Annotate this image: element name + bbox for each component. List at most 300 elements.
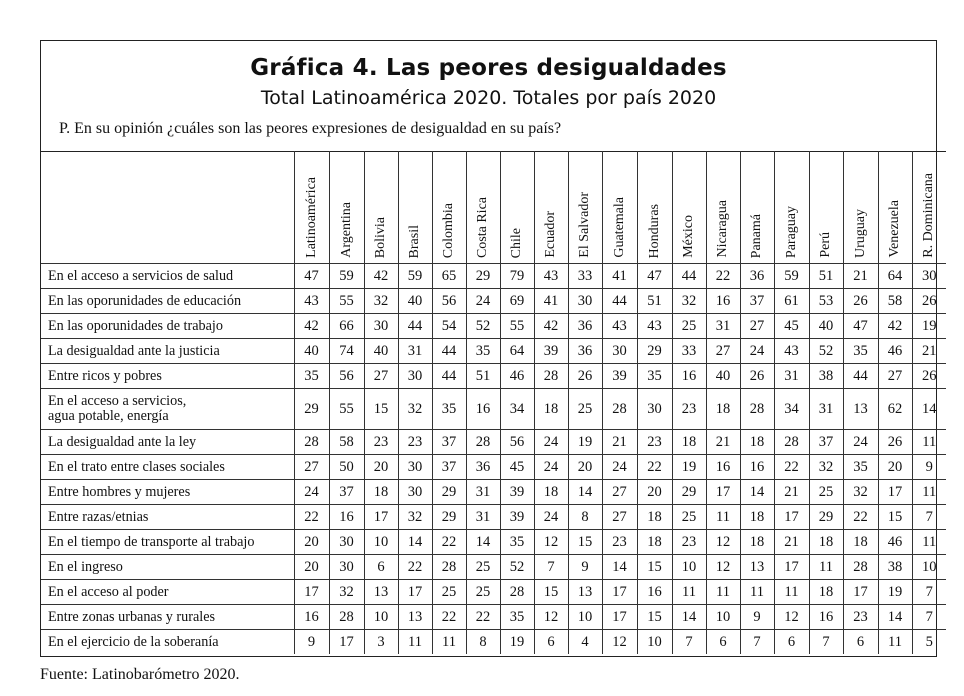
value-cell: 27	[364, 364, 398, 389]
table-row	[41, 530, 946, 555]
value-cell: 32	[672, 289, 706, 314]
value-cell: 30	[398, 455, 432, 480]
value-cell: 10	[912, 555, 946, 580]
column-header-label: Bolivia	[373, 216, 388, 258]
value-cell: 25	[432, 580, 466, 605]
table-row	[41, 580, 946, 605]
row-label: La desigualdad ante la ley	[41, 430, 294, 455]
value-cell: 32	[398, 389, 432, 430]
row-label: Entre razas/etnias	[41, 505, 294, 530]
value-cell: 18	[809, 580, 843, 605]
column-header-label: Paraguay	[783, 205, 799, 258]
value-cell: 11	[809, 555, 843, 580]
column-header	[534, 152, 568, 264]
value-cell: 16	[809, 605, 843, 630]
value-cell: 6	[534, 630, 568, 655]
value-cell: 42	[534, 314, 568, 339]
value-cell: 7	[809, 630, 843, 655]
value-cell: 44	[398, 314, 432, 339]
column-header	[706, 152, 740, 264]
value-cell: 19	[878, 580, 912, 605]
value-cell: 9	[294, 630, 329, 655]
value-cell: 28	[602, 389, 637, 430]
column-header-label: Venezuela	[887, 200, 902, 258]
column-header-label: El Salvador	[577, 192, 592, 258]
value-cell: 38	[878, 555, 912, 580]
value-cell: 22	[466, 605, 500, 630]
value-cell: 30	[637, 389, 672, 430]
value-cell: 36	[568, 339, 602, 364]
row-label: Entre zonas urbanas y rurales	[41, 605, 294, 630]
value-cell: 29	[294, 389, 329, 430]
value-cell: 7	[912, 605, 946, 630]
value-cell: 59	[398, 264, 432, 289]
value-cell: 32	[329, 580, 364, 605]
value-cell: 34	[774, 389, 809, 430]
value-cell: 32	[809, 455, 843, 480]
value-cell: 14	[672, 605, 706, 630]
value-cell: 30	[602, 339, 637, 364]
value-cell: 21	[706, 430, 740, 455]
value-cell: 18	[637, 530, 672, 555]
value-cell: 33	[568, 264, 602, 289]
value-cell: 47	[294, 264, 329, 289]
value-cell: 5	[912, 630, 946, 655]
column-header-label: Colombia	[441, 202, 456, 258]
value-cell: 17	[706, 480, 740, 505]
value-cell: 4	[568, 630, 602, 655]
value-cell: 50	[329, 455, 364, 480]
column-header-label: Argentina	[338, 202, 354, 258]
value-cell: 18	[637, 505, 672, 530]
value-cell: 44	[432, 364, 466, 389]
column-header	[432, 152, 466, 264]
column-header	[329, 152, 364, 264]
value-cell: 9	[912, 455, 946, 480]
value-cell: 26	[568, 364, 602, 389]
value-cell: 35	[637, 364, 672, 389]
value-cell: 39	[534, 339, 568, 364]
value-cell: 39	[500, 505, 534, 530]
value-cell: 13	[398, 605, 432, 630]
value-cell: 14	[912, 389, 946, 430]
column-header	[294, 152, 329, 264]
value-cell: 15	[637, 555, 672, 580]
value-cell: 25	[672, 314, 706, 339]
value-cell: 25	[809, 480, 843, 505]
value-cell: 28	[774, 430, 809, 455]
row-label: En las oporunidades de educación	[41, 289, 294, 314]
value-cell: 42	[364, 264, 398, 289]
column-header-label: Chile	[509, 227, 524, 258]
header-row	[41, 152, 946, 264]
value-cell: 6	[774, 630, 809, 655]
row-label: Entre ricos y pobres	[41, 364, 294, 389]
value-cell: 32	[398, 505, 432, 530]
value-cell: 16	[740, 455, 774, 480]
value-cell: 30	[329, 530, 364, 555]
value-cell: 27	[878, 364, 912, 389]
value-cell: 20	[364, 455, 398, 480]
column-header-label: Nicaragua	[715, 200, 730, 258]
value-cell: 6	[843, 630, 878, 655]
value-cell: 17	[774, 555, 809, 580]
value-cell: 59	[329, 264, 364, 289]
value-cell: 46	[878, 339, 912, 364]
value-cell: 15	[568, 530, 602, 555]
column-header-label: Panamá	[749, 213, 764, 258]
value-cell: 16	[637, 580, 672, 605]
value-cell: 16	[329, 505, 364, 530]
value-cell: 36	[568, 314, 602, 339]
value-cell: 52	[809, 339, 843, 364]
value-cell: 30	[364, 314, 398, 339]
value-cell: 31	[809, 389, 843, 430]
value-cell: 58	[329, 430, 364, 455]
value-cell: 22	[294, 505, 329, 530]
value-cell: 43	[534, 264, 568, 289]
column-header	[364, 152, 398, 264]
value-cell: 16	[706, 455, 740, 480]
source-note: Fuente: Latinobarómetro 2020.	[40, 666, 240, 683]
value-cell: 6	[364, 555, 398, 580]
value-cell: 44	[602, 289, 637, 314]
value-cell: 18	[740, 430, 774, 455]
value-cell: 52	[466, 314, 500, 339]
value-cell: 16	[294, 605, 329, 630]
column-header	[466, 152, 500, 264]
value-cell: 15	[534, 580, 568, 605]
column-header-label: Latinoamérica	[303, 177, 319, 258]
column-header	[637, 152, 672, 264]
value-cell: 28	[534, 364, 568, 389]
value-cell: 16	[672, 364, 706, 389]
value-cell: 56	[432, 289, 466, 314]
column-header	[740, 152, 774, 264]
table-row	[41, 505, 946, 530]
value-cell: 51	[809, 264, 843, 289]
value-cell: 17	[602, 580, 637, 605]
value-cell: 26	[843, 289, 878, 314]
value-cell: 52	[500, 555, 534, 580]
column-header-label: Brasil	[407, 224, 422, 258]
value-cell: 35	[500, 605, 534, 630]
value-cell: 18	[534, 389, 568, 430]
value-cell: 20	[878, 455, 912, 480]
table-row	[41, 289, 946, 314]
value-cell: 24	[466, 289, 500, 314]
row-label: En el ingreso	[41, 555, 294, 580]
row-label: En las oporunidades de trabajo	[41, 314, 294, 339]
value-cell: 47	[637, 264, 672, 289]
value-cell: 27	[602, 480, 637, 505]
value-cell: 23	[364, 430, 398, 455]
table-row	[41, 430, 946, 455]
value-cell: 14	[398, 530, 432, 555]
data-table	[41, 151, 946, 654]
value-cell: 26	[740, 364, 774, 389]
value-cell: 51	[466, 364, 500, 389]
value-cell: 56	[500, 430, 534, 455]
value-cell: 27	[602, 505, 637, 530]
value-cell: 22	[706, 264, 740, 289]
value-cell: 37	[329, 480, 364, 505]
value-cell: 79	[500, 264, 534, 289]
value-cell: 11	[912, 530, 946, 555]
value-cell: 20	[568, 455, 602, 480]
value-cell: 12	[534, 605, 568, 630]
value-cell: 31	[466, 480, 500, 505]
value-cell: 13	[364, 580, 398, 605]
survey-question: P. En su opinión ¿cuáles son las peores expresiones de desigualdad en su país?	[59, 120, 562, 137]
value-cell: 11	[706, 580, 740, 605]
value-cell: 27	[740, 314, 774, 339]
value-cell: 27	[294, 455, 329, 480]
value-cell: 32	[843, 480, 878, 505]
column-header	[602, 152, 637, 264]
value-cell: 53	[809, 289, 843, 314]
value-cell: 30	[912, 264, 946, 289]
value-cell: 24	[534, 430, 568, 455]
value-cell: 56	[329, 364, 364, 389]
value-cell: 17	[843, 580, 878, 605]
value-cell: 23	[602, 530, 637, 555]
value-cell: 43	[602, 314, 637, 339]
value-cell: 22	[432, 605, 466, 630]
value-cell: 35	[843, 455, 878, 480]
value-cell: 43	[774, 339, 809, 364]
value-cell: 41	[602, 264, 637, 289]
value-cell: 18	[809, 530, 843, 555]
value-cell: 22	[843, 505, 878, 530]
value-cell: 31	[466, 505, 500, 530]
value-cell: 13	[568, 580, 602, 605]
value-cell: 11	[706, 505, 740, 530]
chart-subtitle: Total Latinoamérica 2020. Totales por país 2020	[260, 87, 717, 109]
value-cell: 36	[740, 264, 774, 289]
column-header-label: Uruguay	[852, 209, 868, 258]
header-corner	[41, 152, 294, 264]
value-cell: 28	[843, 555, 878, 580]
value-cell: 9	[568, 555, 602, 580]
value-cell: 18	[740, 505, 774, 530]
value-cell: 39	[602, 364, 637, 389]
row-label: En el acceso al poder	[41, 580, 294, 605]
value-cell: 25	[568, 389, 602, 430]
row-label: En el trato entre clases sociales	[41, 455, 294, 480]
value-cell: 13	[843, 389, 878, 430]
chart-frame	[40, 40, 937, 657]
value-cell: 18	[534, 480, 568, 505]
value-cell: 8	[568, 505, 602, 530]
value-cell: 24	[740, 339, 774, 364]
value-cell: 15	[364, 389, 398, 430]
value-cell: 62	[878, 389, 912, 430]
value-cell: 11	[878, 630, 912, 655]
value-cell: 44	[843, 364, 878, 389]
value-cell: 15	[878, 505, 912, 530]
value-cell: 21	[774, 480, 809, 505]
value-cell: 22	[774, 455, 809, 480]
value-cell: 28	[466, 430, 500, 455]
value-cell: 20	[294, 555, 329, 580]
value-cell: 17	[774, 505, 809, 530]
value-cell: 29	[672, 480, 706, 505]
value-cell: 13	[740, 555, 774, 580]
chart-title: Gráfica 4. Las peores desigualdades	[250, 55, 727, 81]
value-cell: 25	[466, 555, 500, 580]
value-cell: 25	[466, 580, 500, 605]
value-cell: 14	[466, 530, 500, 555]
value-cell: 43	[637, 314, 672, 339]
column-header	[672, 152, 706, 264]
value-cell: 46	[878, 530, 912, 555]
value-cell: 32	[364, 289, 398, 314]
value-cell: 29	[637, 339, 672, 364]
value-cell: 23	[672, 389, 706, 430]
column-header	[912, 152, 946, 264]
value-cell: 23	[637, 430, 672, 455]
value-cell: 24	[534, 455, 568, 480]
value-cell: 34	[500, 389, 534, 430]
value-cell: 74	[329, 339, 364, 364]
value-cell: 27	[706, 339, 740, 364]
column-header	[878, 152, 912, 264]
value-cell: 36	[466, 455, 500, 480]
value-cell: 26	[878, 430, 912, 455]
column-header	[500, 152, 534, 264]
value-cell: 11	[912, 430, 946, 455]
value-cell: 18	[364, 480, 398, 505]
value-cell: 46	[500, 364, 534, 389]
value-cell: 31	[774, 364, 809, 389]
value-cell: 18	[843, 530, 878, 555]
value-cell: 17	[398, 580, 432, 605]
value-cell: 31	[398, 339, 432, 364]
value-cell: 24	[294, 480, 329, 505]
value-cell: 15	[637, 605, 672, 630]
value-cell: 30	[568, 289, 602, 314]
value-cell: 11	[912, 480, 946, 505]
value-cell: 38	[809, 364, 843, 389]
value-cell: 55	[500, 314, 534, 339]
value-cell: 17	[602, 605, 637, 630]
value-cell: 55	[329, 289, 364, 314]
value-cell: 6	[706, 630, 740, 655]
value-cell: 29	[809, 505, 843, 530]
value-cell: 12	[706, 555, 740, 580]
value-cell: 37	[809, 430, 843, 455]
table-row	[41, 455, 946, 480]
value-cell: 40	[809, 314, 843, 339]
value-cell: 45	[500, 455, 534, 480]
value-cell: 28	[294, 430, 329, 455]
value-cell: 22	[398, 555, 432, 580]
value-cell: 30	[398, 364, 432, 389]
column-header-label: Costa Rica	[475, 196, 490, 258]
value-cell: 19	[500, 630, 534, 655]
value-cell: 9	[740, 605, 774, 630]
column-header-label: Guatemala	[611, 197, 627, 258]
value-cell: 35	[466, 339, 500, 364]
value-cell: 10	[706, 605, 740, 630]
value-cell: 3	[364, 630, 398, 655]
column-header	[843, 152, 878, 264]
value-cell: 11	[774, 580, 809, 605]
value-cell: 35	[500, 530, 534, 555]
row-label: La desigualdad ante la justicia	[41, 339, 294, 364]
value-cell: 28	[329, 605, 364, 630]
value-cell: 28	[500, 580, 534, 605]
table-row	[41, 389, 946, 430]
value-cell: 18	[740, 530, 774, 555]
value-cell: 7	[672, 630, 706, 655]
value-cell: 59	[774, 264, 809, 289]
value-cell: 14	[568, 480, 602, 505]
value-cell: 26	[912, 364, 946, 389]
value-cell: 69	[500, 289, 534, 314]
value-cell: 42	[878, 314, 912, 339]
value-cell: 7	[740, 630, 774, 655]
value-cell: 17	[364, 505, 398, 530]
value-cell: 11	[740, 580, 774, 605]
row-label: En el tiempo de transporte al trabajo	[41, 530, 294, 555]
column-header	[774, 152, 809, 264]
column-header	[809, 152, 843, 264]
value-cell: 14	[878, 605, 912, 630]
value-cell: 18	[672, 430, 706, 455]
value-cell: 20	[294, 530, 329, 555]
value-cell: 7	[912, 580, 946, 605]
value-cell: 42	[294, 314, 329, 339]
table-row	[41, 364, 946, 389]
value-cell: 14	[602, 555, 637, 580]
value-cell: 20	[637, 480, 672, 505]
row-label-line: En el acceso a servicios,	[48, 393, 187, 409]
value-cell: 19	[912, 314, 946, 339]
value-cell: 21	[774, 530, 809, 555]
value-cell: 24	[843, 430, 878, 455]
value-cell: 45	[774, 314, 809, 339]
value-cell: 61	[774, 289, 809, 314]
value-cell: 54	[432, 314, 466, 339]
value-cell: 19	[568, 430, 602, 455]
table-row	[41, 630, 946, 655]
value-cell: 11	[432, 630, 466, 655]
value-cell: 12	[706, 530, 740, 555]
value-cell: 29	[432, 480, 466, 505]
row-label-line: agua potable, energía	[48, 408, 169, 424]
value-cell: 8	[466, 630, 500, 655]
value-cell: 17	[329, 630, 364, 655]
value-cell: 55	[329, 389, 364, 430]
table-row	[41, 480, 946, 505]
value-cell: 16	[706, 289, 740, 314]
value-cell: 40	[706, 364, 740, 389]
value-cell: 23	[398, 430, 432, 455]
row-label: En el acceso a servicios de salud	[41, 264, 294, 289]
value-cell: 14	[740, 480, 774, 505]
value-cell: 11	[398, 630, 432, 655]
value-cell: 24	[602, 455, 637, 480]
value-cell: 65	[432, 264, 466, 289]
value-cell: 31	[706, 314, 740, 339]
value-cell: 37	[432, 455, 466, 480]
value-cell: 29	[432, 505, 466, 530]
value-cell: 7	[912, 505, 946, 530]
value-cell: 66	[329, 314, 364, 339]
column-header-label: Honduras	[646, 203, 662, 258]
